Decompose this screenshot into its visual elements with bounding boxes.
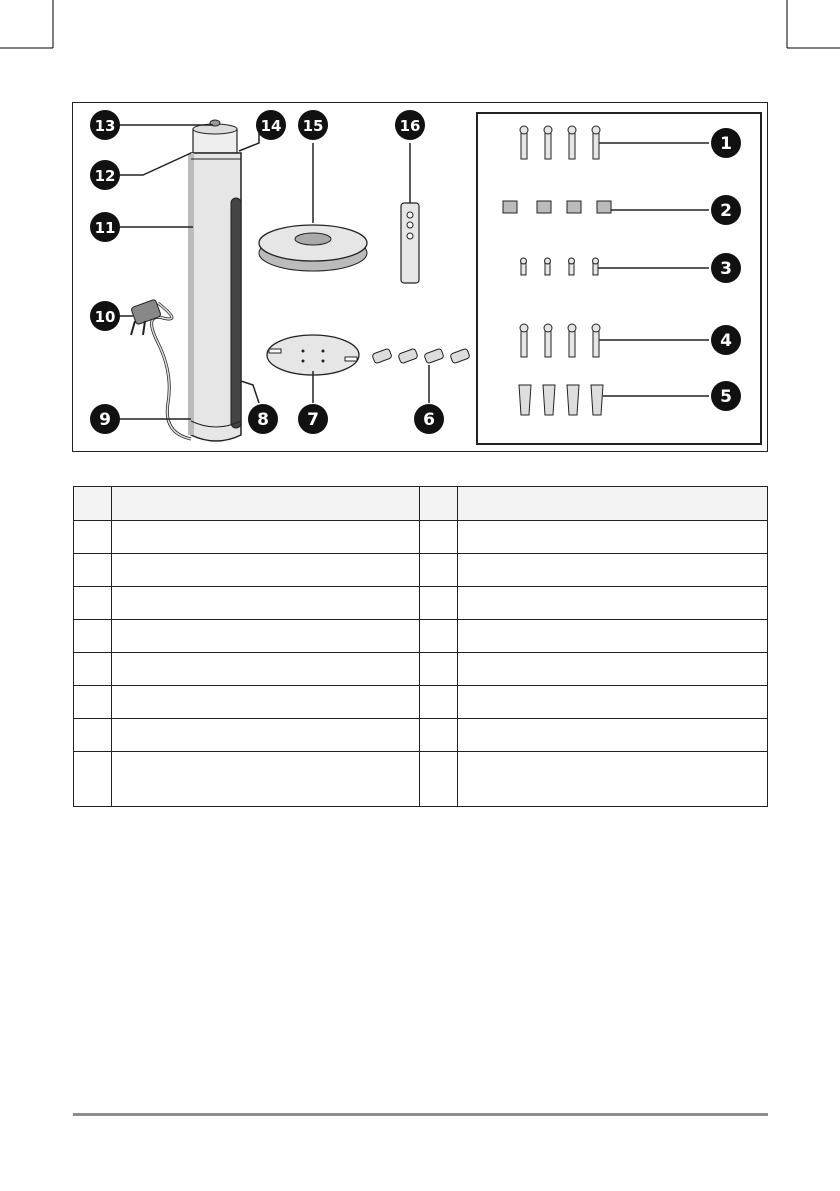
parts-table <box>73 486 768 807</box>
svg-text:1: 1 <box>720 134 732 154</box>
row-number-right <box>420 719 458 752</box>
callout-11 <box>90 212 120 242</box>
table-header-row <box>74 487 768 521</box>
table-row <box>74 719 768 752</box>
short-screws <box>521 258 599 275</box>
svg-text:4: 4 <box>720 331 732 351</box>
callout-3 <box>711 253 741 283</box>
row-description-right <box>458 719 768 752</box>
svg-text:10: 10 <box>94 308 116 326</box>
row-description-right <box>458 554 768 587</box>
nuts <box>503 201 611 213</box>
row-number-left <box>74 686 112 719</box>
mounting-brackets <box>372 348 470 364</box>
svg-text:6: 6 <box>423 410 435 430</box>
table-row <box>74 554 768 587</box>
row-number-right <box>420 653 458 686</box>
crop-mark-right <box>780 0 840 60</box>
callout-8 <box>248 404 278 434</box>
row-number-right <box>420 554 458 587</box>
row-description-right <box>458 653 768 686</box>
svg-text:8: 8 <box>257 410 269 430</box>
svg-text:5: 5 <box>720 387 732 407</box>
row-number-left <box>74 719 112 752</box>
callout-7 <box>298 404 328 434</box>
row-number-right <box>420 620 458 653</box>
row-number-left <box>74 521 112 554</box>
row-description-left <box>112 686 420 719</box>
svg-text:3: 3 <box>720 259 732 279</box>
row-description-right <box>458 521 768 554</box>
parts-illustration <box>72 102 768 452</box>
power-cord <box>131 299 191 439</box>
callout-1 <box>711 128 741 158</box>
callout-2 <box>711 195 741 225</box>
callout-15 <box>298 110 328 140</box>
row-description-left <box>112 521 420 554</box>
svg-text:7: 7 <box>307 410 319 430</box>
base-plate <box>267 335 359 375</box>
svg-text:16: 16 <box>399 117 421 135</box>
table-row <box>74 752 768 807</box>
callout-10 <box>90 301 120 331</box>
row-number-left <box>74 554 112 587</box>
row-number-left <box>74 620 112 653</box>
row-description-right <box>458 587 768 620</box>
row-number-right <box>420 752 458 807</box>
row-description-right <box>458 752 768 807</box>
row-number-right <box>420 686 458 719</box>
row-description-right <box>458 686 768 719</box>
callout-13 <box>90 110 120 140</box>
row-description-left <box>112 587 420 620</box>
callout-9 <box>90 404 120 434</box>
wall-plugs <box>519 385 603 415</box>
header-number-left <box>74 487 112 521</box>
table-row <box>74 686 768 719</box>
row-number-left <box>74 653 112 686</box>
row-number-left <box>74 587 112 620</box>
header-description-right <box>458 487 768 521</box>
row-description-left <box>112 719 420 752</box>
long-screws <box>520 126 600 159</box>
callout-16 <box>395 110 425 140</box>
row-number-right <box>420 521 458 554</box>
remote-control <box>401 203 419 283</box>
wall-screws <box>520 324 600 357</box>
parts-drawing <box>73 103 769 453</box>
tower-fan-body <box>191 120 241 441</box>
svg-text:14: 14 <box>260 117 282 135</box>
table-row <box>74 620 768 653</box>
table-row <box>74 521 768 554</box>
base-ring <box>259 225 367 271</box>
table-row <box>74 653 768 686</box>
callout-6 <box>414 404 444 434</box>
callout-5 <box>711 381 741 411</box>
header-description-left <box>112 487 420 521</box>
svg-text:2: 2 <box>720 201 732 221</box>
footer-rule <box>73 1113 768 1116</box>
svg-text:11: 11 <box>94 219 116 237</box>
row-description-left <box>112 752 420 807</box>
row-description-left <box>112 554 420 587</box>
header-number-right <box>420 487 458 521</box>
callout-4 <box>711 325 741 355</box>
svg-text:12: 12 <box>94 167 116 185</box>
svg-text:13: 13 <box>94 117 116 135</box>
callout-12 <box>90 160 120 190</box>
table-row <box>74 587 768 620</box>
svg-text:9: 9 <box>99 410 111 430</box>
row-number-right <box>420 587 458 620</box>
crop-mark-left <box>0 0 60 60</box>
row-number-left <box>74 752 112 807</box>
row-description-right <box>458 620 768 653</box>
row-description-left <box>112 620 420 653</box>
row-description-left <box>112 653 420 686</box>
callout-14 <box>256 110 286 140</box>
svg-text:15: 15 <box>302 117 324 135</box>
